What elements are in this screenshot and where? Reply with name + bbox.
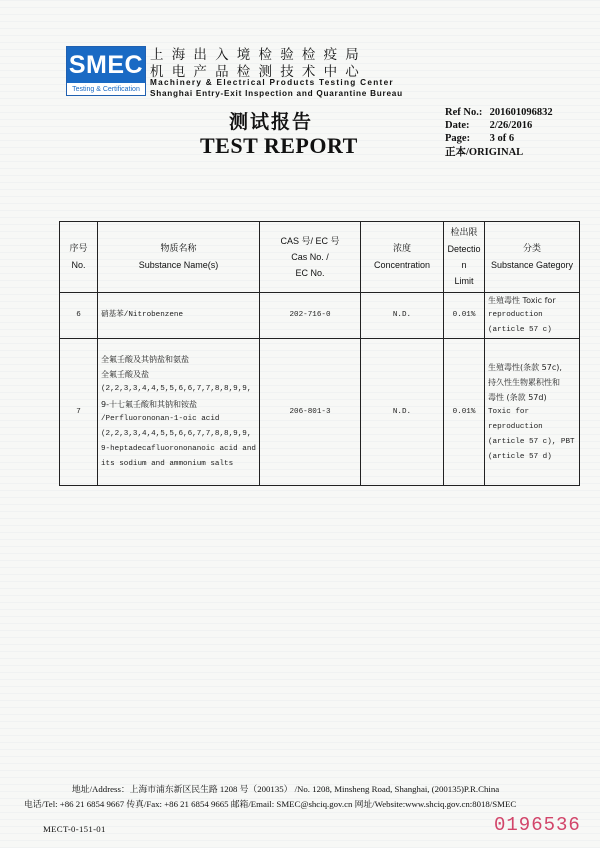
date-row	[445, 119, 553, 132]
row-cas-no: 206-801-3	[260, 339, 361, 486]
row-cas-no: 202-716-0	[260, 293, 361, 339]
row-substance-name: 硝基苯/Nitrobenzene	[98, 293, 260, 339]
table-row	[60, 293, 580, 339]
smec-logo	[66, 46, 146, 96]
report-title-en: TEST REPORT	[200, 133, 358, 158]
header-cas-no: CAS 号/ EC 号 Cas No. / EC No.	[260, 222, 361, 293]
logo-sub-text: Testing & Certification	[72, 86, 140, 93]
serial-number: 0196536	[494, 814, 581, 836]
logo-main-text: SMEC	[67, 47, 145, 83]
page-value: 3 of 6	[489, 133, 515, 144]
original-mark: 正本/ORIGINAL	[445, 147, 524, 158]
row-concentration: N.D.	[361, 339, 444, 486]
ref-no-row	[445, 106, 553, 119]
footer-contact: 电话/Tel: +86 21 6854 9667 传真/Fax: +86 21 6854 9665 邮箱/Email: SMEC@shciq.gov.cn 网址/Website:www.shciq.gov.cn:8018/SMEC	[24, 799, 517, 809]
page-row	[445, 132, 553, 145]
header-substance-category: 分类 Substance Gategory	[485, 222, 580, 293]
footer-address: 地址/Address：上海市浦东新区民生路 1208 号（200135） /No. 1208, Minsheng Road, Shanghai, (200135)P.R.China	[72, 784, 500, 794]
row-no: 6	[60, 293, 98, 339]
org-name-en-line2: Shanghai Entry-Exit Inspection and Quarantine Bureau	[150, 89, 403, 98]
row-no: 7	[60, 339, 98, 486]
date-label: Date:	[445, 120, 470, 131]
header-detection-limit: 检出限 Detectio n Limit	[444, 222, 485, 293]
table-row	[60, 339, 580, 486]
page-label: Page:	[445, 133, 471, 144]
form-code: MECT-0-151-01	[43, 824, 106, 834]
table-header-row	[60, 222, 580, 293]
row-category: 生殖毒性 Toxic for reproduction (article 57 c)	[485, 293, 580, 339]
ref-no-value: 201601096832	[489, 107, 553, 118]
row-detection-limit: 0.01%	[444, 339, 485, 486]
results-table	[59, 221, 580, 486]
header-concentration: 浓度 Concentration	[361, 222, 444, 293]
row-concentration: N.D.	[361, 293, 444, 339]
header-no: 序号 No.	[60, 222, 98, 293]
row-detection-limit: 0.01%	[444, 293, 485, 339]
date-value: 2/26/2016	[489, 120, 533, 131]
org-name-cn-line1: 上海出入境检验检疫局	[150, 47, 367, 63]
header-substance-name: 物质名称 Substance Name(s)	[98, 222, 260, 293]
org-name-en-line1: Machinery & Electrical Products Testing Center	[150, 78, 394, 87]
ref-no-label: Ref No.:	[445, 107, 483, 118]
org-name-cn-line2: 机电产品检测技术中心	[150, 64, 367, 80]
report-reference-block	[445, 106, 553, 159]
report-title-cn: 测试报告	[229, 111, 314, 133]
row-category: 生殖毒性(条款 57c), 持久性生物累积性和 毒性 (条款 57d) Toxic for reproduction (article 57 c), PBT (article 57 d)	[485, 339, 580, 486]
row-substance-name: 全氟壬酸及其钠盐和氨盐 全氟壬酸及盐 (2,2,3,3,4,4,5,5,6,6,7,7,8,8,9,9, 9-十七氟壬酸和其钠和铵盐 /Perfluorononan-1-oic acid (2,2,3,3,4,4,5,5,6,6,7,7,8,8,9,9, 9-heptadecafluorononanoic acid and its sodium and ammonium salts	[98, 339, 260, 486]
